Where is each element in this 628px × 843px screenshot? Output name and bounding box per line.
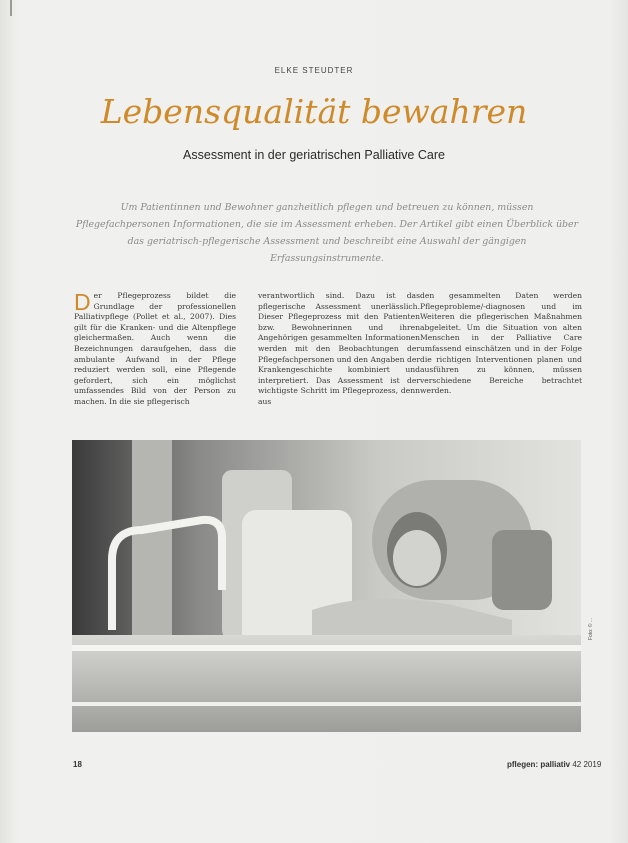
bath-photo <box>72 440 581 732</box>
body-text-1: er Pflegeprozess bildet die Grundlage der professionellen Palliativpflege (Pollet et al., 2007). Dies gilt für die Kranken- und die Altenpflege gleichermaßen. Auch wenn die Bezeichnungen daraufgehen, dass die ambulante Aufwand in der Pflege reduziert werden soll, eine Pflegende gefordert, sich ein möglichst umfassendes Bild von der Person zu machen. In die sie pflegerisch <box>74 291 236 406</box>
journal-issue: 42 2019 <box>572 760 602 769</box>
journal-footer <box>507 760 601 769</box>
page-number: 18 <box>73 760 82 769</box>
body-column-1 <box>74 291 236 408</box>
article-title: Lebensqualität bewahren <box>100 92 528 131</box>
article-subtitle: Assessment in der geriatrischen Palliative Care <box>183 148 445 162</box>
photo-credit: Foto: © ... <box>588 617 594 640</box>
author-name: ELKE STEUDTER <box>274 66 354 75</box>
journal-name: pflegen: palliativ <box>507 760 571 769</box>
scan-edge-mark <box>10 0 12 16</box>
article-lead: Um Patientinnen und Bewohner ganzheitlich pflegen und betreuen zu können, müssen Pflegefachpersonen Informationen, die sie im Assessment erheben. Der Artikel gibt einen Überblick über das geriatrisch-pflegerische Assessment und beschreibt eine Auswahl der gängigen Erfassungsinstrumente. <box>75 202 579 264</box>
body-column-3: den gesammelten Daten werden Pflegeprobleme/-diagnosen und im Weiteren die pflegerischen Maßnahmen abgeleitet. Um die Situation von alten Menschen in der Palliative Care umfassend einschätzen und in der Folge die richtigen Interventionen planen und ausführen zu können, müssen verschiedene Bereiche betrachtet werden. <box>420 291 582 396</box>
body-column-2: verantwortlich sind. Dazu ist das pflegerische Assessment unerlässlich. Dieser Pflegeprozess mit den Patienten bzw. Bewohnerinnen und ihren Angehörigen gesammelten Informationen werden mit den Beobachtungen der Pflegefachpersonen und den Angaben der Krankengeschichte kombiniert und interpretiert. Das Assessment ist der wichtigste Schritt im Pflegeprozess, denn aus <box>258 291 420 406</box>
drop-cap: D <box>74 289 91 315</box>
